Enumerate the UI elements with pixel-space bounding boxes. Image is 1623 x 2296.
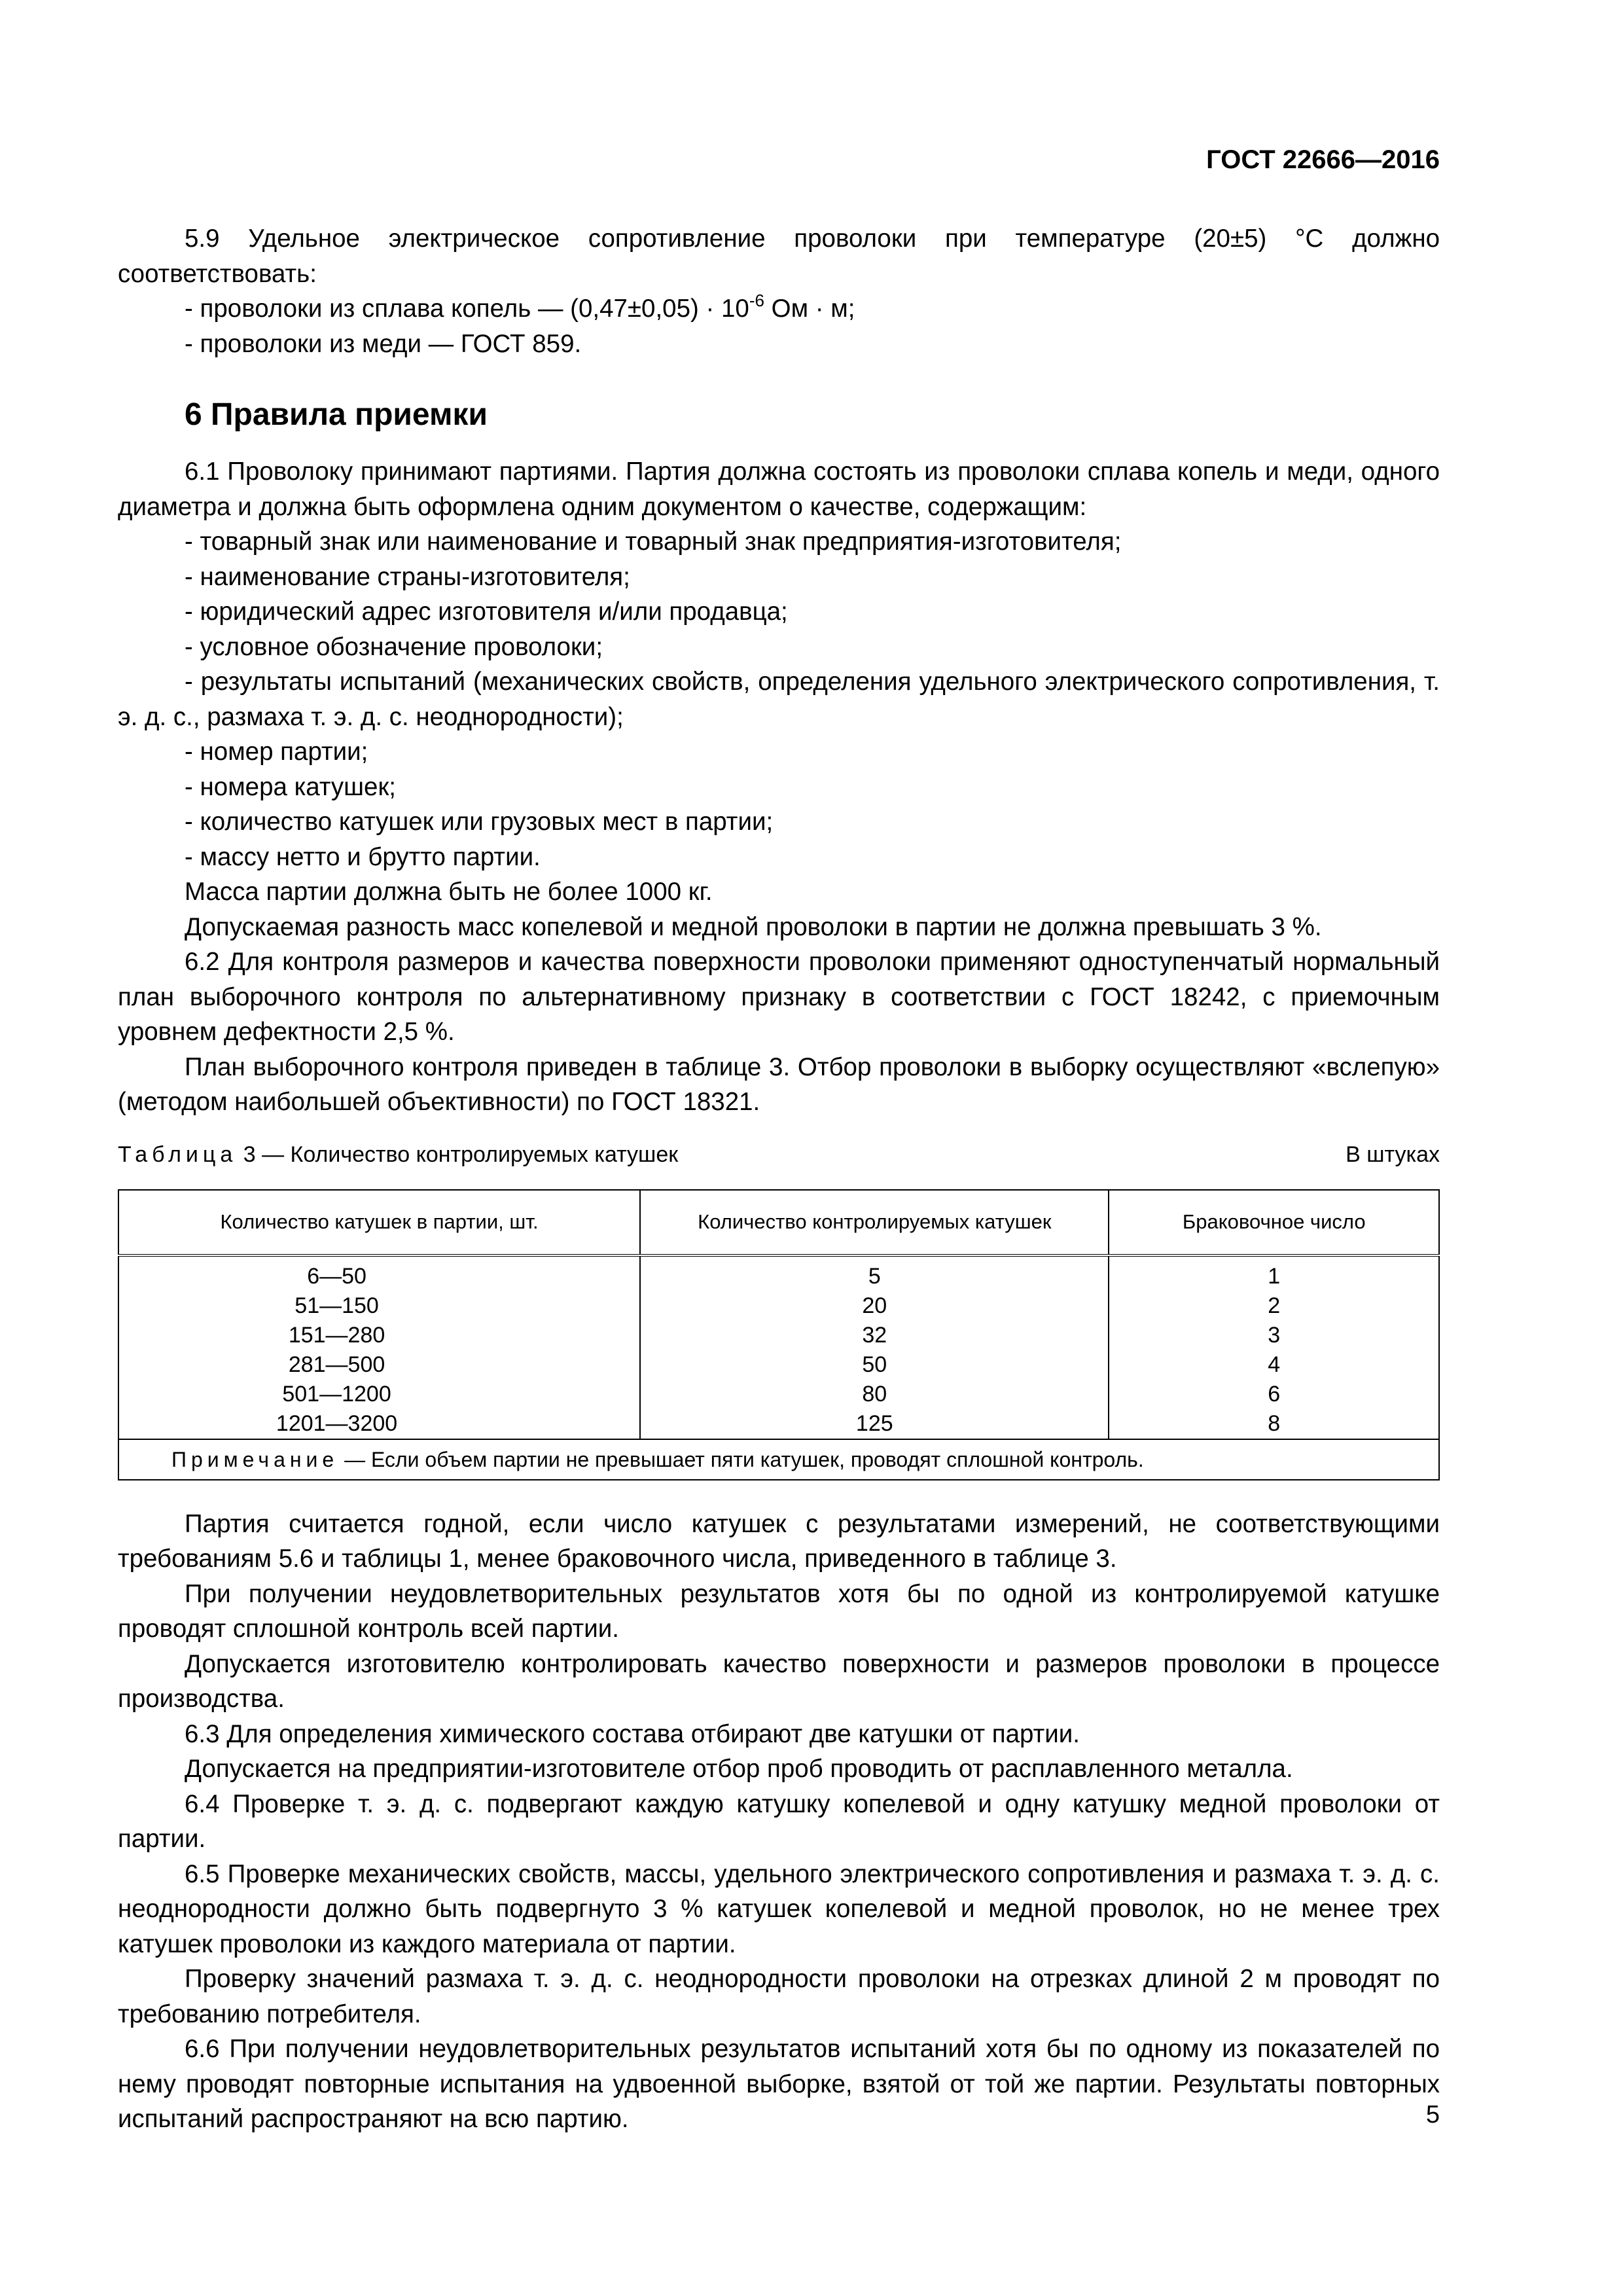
table-cell: 20 bbox=[640, 1291, 1109, 1321]
page-number: 5 bbox=[1425, 2101, 1440, 2128]
table-row bbox=[118, 1291, 1439, 1321]
list-item-kopel-resistance: - проволоки из сплава копель — $(0,47\pm 0,05) \cdot 10^{-6}$ Ом · м; bbox=[185, 291, 855, 323]
paragraph-6-2: 6.2 Для контроля размеров и качества поверхности проволоки применяют одноступенчатый нормальный план выборочного контроля по альтернативному признаку в соответствии с ГОСТ 18242, с приемочным уровнем дефектности 2,5 %. bbox=[118, 948, 1440, 1046]
paragraph-5-9: 5.9 Удельное электрическое сопротивление проволоки при температуре (20±5) °С должно соответствовать: bbox=[118, 224, 1440, 288]
table-header-row bbox=[118, 1190, 1439, 1255]
list-item: - номер партии; bbox=[185, 738, 368, 766]
list-item: - массу нетто и брутто партии. bbox=[185, 842, 541, 871]
header-rejection-number: Браковочное число bbox=[1109, 1190, 1439, 1255]
paragraph-6-1: 6.1 Проволоку принимают партиями. Партия должна состоять из проволоки сплава копель и меди, одного диаметра и должна быть оформлена одним документом о качестве, содержащим: bbox=[118, 457, 1440, 521]
table-cell: 125 bbox=[640, 1409, 1109, 1439]
list-item: - товарный знак или наименование и товарный знак предприятия-изготовителя; bbox=[185, 528, 1122, 556]
table-note-row bbox=[118, 1439, 1439, 1480]
paragraph-emf-range-check: Проверку значений размаха т. э. д. с. неоднородности проволоки на отрезках длиной 2 м проводят по требованию потребителя. bbox=[118, 1965, 1440, 2028]
paragraph-in-process-control: Допускается изготовителю контролировать качество поверхности и размеров проволоки в процессе производства. bbox=[118, 1649, 1440, 1713]
paragraph-full-inspection: При получении неудовлетворительных результатов хотя бы по одной из контролируемой катушке проводят сплошной контроль всей партии. bbox=[118, 1579, 1440, 1643]
paragraph-6-4: 6.4 Проверке т. э. д. с. подвергают каждую катушку копелевой и одну катушку медной проволоки от партии. bbox=[118, 1789, 1440, 1853]
sampling-table bbox=[118, 1189, 1440, 1480]
list-item-copper-resistance: - проволоки из меди — ГОСТ 859. bbox=[185, 329, 582, 358]
paragraph-6-6: 6.6 При получении неудовлетворительных результатов испытаний хотя бы по одному из показателей по нему проводят повторные испытания на удвоенной выборке, взятой от той же партии. Результаты повторных испытаний распространяют на всю партию. bbox=[118, 2035, 1440, 2133]
page-content bbox=[118, 221, 1440, 2137]
paragraph-6-5: 6.5 Проверке механических свойств, массы, удельного электрического сопротивления и размаха т. э. д. с. неоднородности должно быть подвергнуто 3 % катушек копелевой и медной проволок, но не менее трех катушек проволоки из каждого материала от партии. bbox=[118, 1859, 1440, 1958]
table-row bbox=[118, 1380, 1439, 1409]
list-item: - наименование страны-изготовителя; bbox=[185, 562, 630, 591]
table-cell: 281—500 bbox=[118, 1350, 640, 1380]
table-cell: 32 bbox=[640, 1321, 1109, 1350]
paragraph-melt-sampling: Допускается на предприятии-изготовителе отбор проб проводить от расплавленного металла. bbox=[185, 1755, 1293, 1783]
header-sample-size: Количество контролируемых катушек bbox=[640, 1190, 1109, 1255]
table-cell: 5 bbox=[640, 1255, 1109, 1291]
table-cell: 8 bbox=[1109, 1409, 1439, 1439]
table-cell: 1 bbox=[1109, 1255, 1439, 1291]
paragraph-mass-difference: Допускаемая разность масс копелевой и медной проволоки в партии не должна превышать 3 %. bbox=[185, 912, 1322, 941]
table-cell: 151—280 bbox=[118, 1321, 640, 1350]
list-item: - юридический адрес изготовителя и/или продавца; bbox=[185, 598, 788, 626]
paragraph-lot-acceptance: Партия считается годной, если число катушек с результатами измерений, не соответствующими требованиям 5.6 и таблицы 1, менее браковочного числа, приведенного в таблице 3. bbox=[118, 1509, 1440, 1573]
standard-header: ГОСТ 22666—2016 bbox=[1206, 145, 1440, 174]
table-cell: 6 bbox=[1109, 1380, 1439, 1409]
paragraph-sampling-plan: План выборочного контроля приведен в таблице 3. Отбор проволоки в выборку осуществляют «вслепую» (методом наибольшей объективности) по ГОСТ 18321. bbox=[118, 1052, 1440, 1116]
table-row bbox=[118, 1255, 1439, 1291]
list-item: - результаты испытаний (механических свойств, определения удельного электрического сопротивления, т. э. д. с., размаха т. э. д. с. неоднородности); bbox=[118, 668, 1440, 731]
table-cell: 501—1200 bbox=[118, 1380, 640, 1409]
table-cell: 51—150 bbox=[118, 1291, 640, 1321]
table-cell: 1201—3200 bbox=[118, 1409, 640, 1439]
table-note: Примечание — Если объем партии не превышает пяти катушек, проводят сплошной контроль. bbox=[118, 1439, 1439, 1480]
table-caption-row bbox=[118, 1138, 1440, 1171]
section-heading: 6 Правила приемки bbox=[185, 397, 488, 432]
table-cell: 50 bbox=[640, 1350, 1109, 1380]
table-cell: 4 bbox=[1109, 1350, 1439, 1380]
table-cell: 80 bbox=[640, 1380, 1109, 1409]
table-units: В штуках bbox=[1346, 1141, 1440, 1167]
table-caption: Таблица 3 — Количество контролируемых катушек bbox=[118, 1141, 679, 1167]
paragraph-6-3: 6.3 Для определения химического состава отбирают две катушки от партии. bbox=[185, 1719, 1080, 1748]
post-table-text bbox=[118, 1507, 1440, 2137]
table-row bbox=[118, 1321, 1439, 1350]
paragraph-mass: Масса партии должна быть не более 1000 кг. bbox=[185, 878, 713, 906]
header-lot-size: Количество катушек в партии, шт. bbox=[118, 1190, 640, 1255]
list-item: - количество катушек или грузовых мест в партии; bbox=[185, 808, 774, 836]
table-row bbox=[118, 1409, 1439, 1439]
table-row bbox=[118, 1350, 1439, 1380]
table-cell: 3 bbox=[1109, 1321, 1439, 1350]
list-item: - условное обозначение проволоки; bbox=[185, 632, 603, 661]
list-item: - номера катушек; bbox=[185, 772, 397, 801]
table-cell: 6—50 bbox=[118, 1255, 640, 1291]
table-cell: 2 bbox=[1109, 1291, 1439, 1321]
